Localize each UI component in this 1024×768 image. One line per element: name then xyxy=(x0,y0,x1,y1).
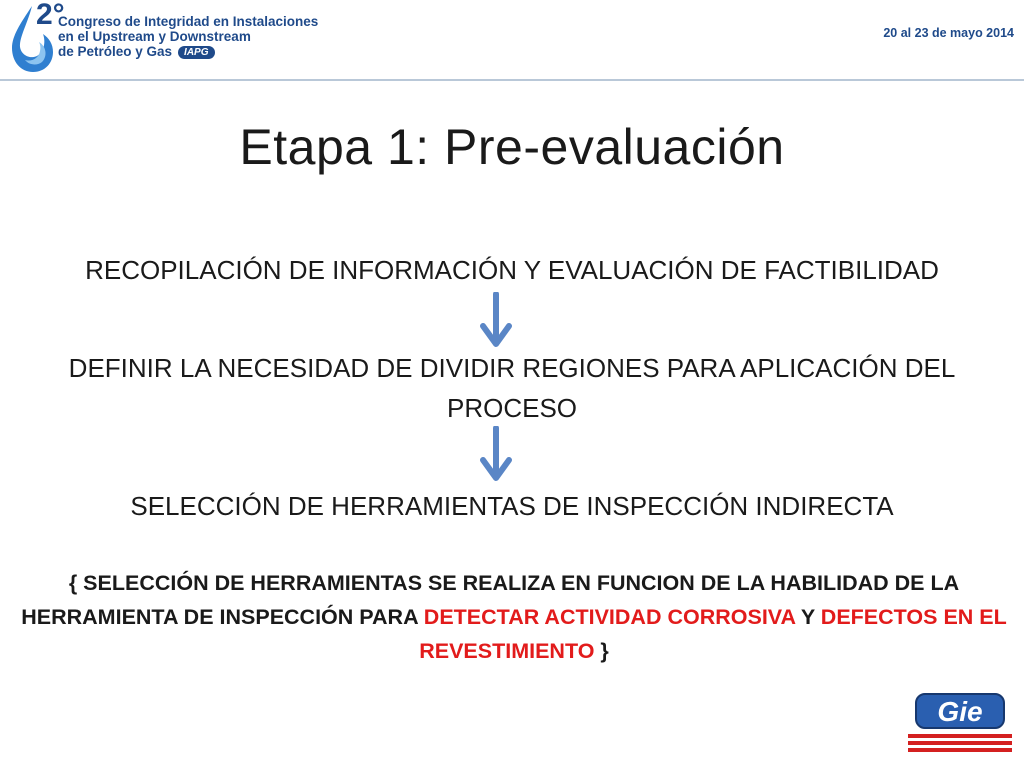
note-text: { SELECCIÓN DE HERRAMIENTAS SE REALIZA EN FUNCION DE LA HABILIDAD DE LA HERRAMIENTA DE INSPECCIÓN PARA xyxy=(21,571,960,629)
gie-logo-text: Gie xyxy=(937,696,983,727)
note-highlight-corrosion: DETECTAR ACTIVIDAD CORROSIVA xyxy=(423,605,796,629)
note-connector: Y xyxy=(795,605,821,629)
congress-name-line-3: de Petróleo y Gas IAPG xyxy=(58,44,318,59)
slide-header xyxy=(0,0,1024,80)
congress-number: 2° xyxy=(36,0,65,31)
congress-name-line-2: en el Upstream y Downstream xyxy=(58,29,251,44)
congress-name-line-1: Congreso de Integridad en Instalaciones xyxy=(58,14,319,29)
iapg-badge: IAPG xyxy=(178,46,214,59)
tool-selection-note xyxy=(14,566,1014,668)
note-highlight-coating: DEFECTOS EN EL REVESTIMIENTO xyxy=(419,605,1007,663)
step-1-text: RECOPILACIÓN DE INFORMACIÓN Y EVALUACIÓN DE FACTIBILIDAD xyxy=(85,255,939,285)
note-close: } xyxy=(594,639,609,663)
event-date: 20 al 23 de mayo 2014 xyxy=(883,26,1014,40)
slide-title: Etapa 1: Pre-evaluación xyxy=(239,119,785,175)
arrow-down-icon xyxy=(478,426,514,486)
header-divider xyxy=(0,79,1024,81)
step-2-text: DEFINIR LA NECESIDAD DE DIVIDIR REGIONES PARA APLICACIÓN DEL PROCESO xyxy=(68,353,956,423)
congress-name xyxy=(58,14,318,59)
step-3-text: SELECCIÓN DE HERRAMIENTAS DE INSPECCIÓN INDIRECTA xyxy=(130,491,894,521)
gie-logo xyxy=(904,690,1016,758)
gie-logo-icon xyxy=(904,690,1016,758)
arrow-down-icon xyxy=(478,292,514,352)
